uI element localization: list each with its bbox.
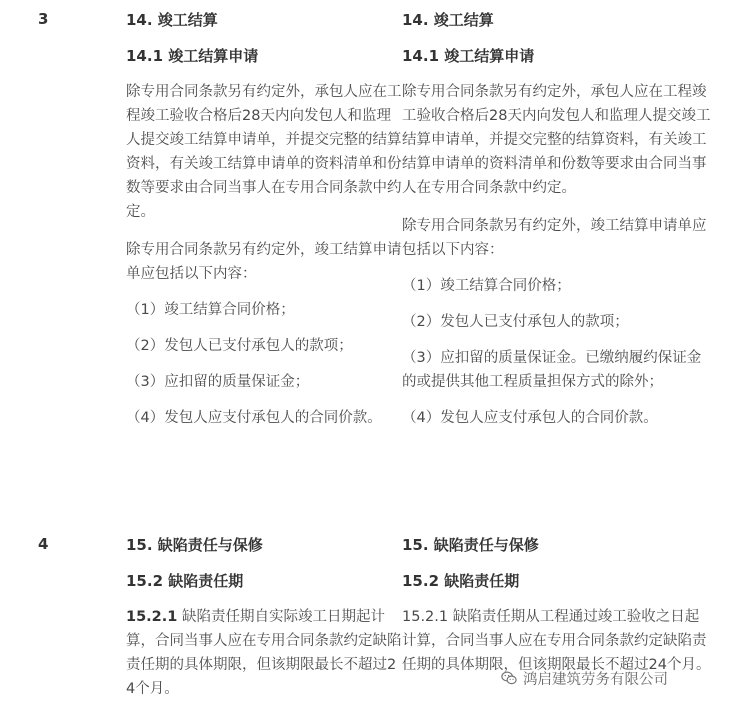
- list-item: （1）竣工结算合同价格；: [126, 302, 295, 318]
- right-column: [402, 533, 712, 689]
- list-item: （1）竣工结算合同价格；: [402, 278, 571, 294]
- section-heading: 14. 竣工结算: [126, 11, 218, 29]
- row-number: 3: [38, 10, 49, 28]
- section-heading: 15. 缺陷责任与保修: [126, 536, 263, 554]
- subsection-heading: 14.1 竣工结算申请: [402, 47, 535, 65]
- list-item: （3）应扣留的质量保证金。已缴纳履约保证金的或提供其他工程质量担保方式的除外；: [402, 350, 702, 390]
- subsection-heading: 15.2 缺陷责任期: [126, 572, 244, 590]
- left-column: [126, 533, 402, 713]
- watermark-text: 鸿启建筑劳务有限公司: [523, 671, 668, 688]
- paragraph: 除专用合同条款另有约定外，竣工结算申请单应包括以下内容：: [402, 218, 707, 258]
- section-heading: 15. 缺陷责任与保修: [402, 536, 539, 554]
- subsection-heading: 14.1 竣工结算申请: [126, 47, 259, 65]
- clause-text: 缺陷责任期自实际竣工日期起计算，合同当事人应在专用合同条款约定缺陷责任期的具体期限，但该期限最长不超过24个月。: [126, 609, 402, 697]
- paragraph: 除专用合同条款另有约定外，竣工结算申请单应包括以下内容：: [126, 242, 402, 282]
- clause-number: 15.2.1: [126, 609, 178, 625]
- paragraph: 除专用合同条款另有约定外，承包人应在工程竣工验收合格后28天内向发包人和监理人提交竣工结算申请单，并提交完整的结算资料，有关竣工结算申请单的资料清单和份数等要求由合同当事人在专用合同条款中约定。: [402, 84, 711, 196]
- watermark: [500, 667, 668, 689]
- list-item: （4）发包人应支付承包人的合同价款。: [402, 410, 658, 426]
- right-column: [402, 8, 712, 442]
- paragraph: 除专用合同条款另有约定外，承包人应在工程竣工验收合格后28天内向发包人和监理人提交竣工结算申请单，并提交完整的结算资料，有关竣工结算申请单的资料清单和份数等要求由合同当事人在专用合同条款中约定。: [126, 84, 402, 220]
- wechat-icon: [500, 669, 518, 687]
- list-item: （3）应扣留的质量保证金；: [126, 374, 310, 390]
- left-column: [126, 8, 402, 442]
- clause-paragraph: 15.2.1 缺陷责任期从工程通过竣工验收之日起计算，合同当事人应在专用合同条款约定缺陷责任期的具体期限，但该期限最长不超过24个月。: [402, 609, 711, 673]
- subsection-heading: 15.2 缺陷责任期: [402, 572, 520, 590]
- section-heading: 14. 竣工结算: [402, 11, 494, 29]
- clause-paragraph: [126, 605, 402, 701]
- list-item: （2）发包人已支付承包人的款项；: [402, 314, 629, 330]
- list-item: （2）发包人已支付承包人的款项；: [126, 338, 353, 354]
- row-number: 4: [38, 535, 49, 553]
- list-item: （4）发包人应支付承包人的合同价款。: [126, 410, 382, 426]
